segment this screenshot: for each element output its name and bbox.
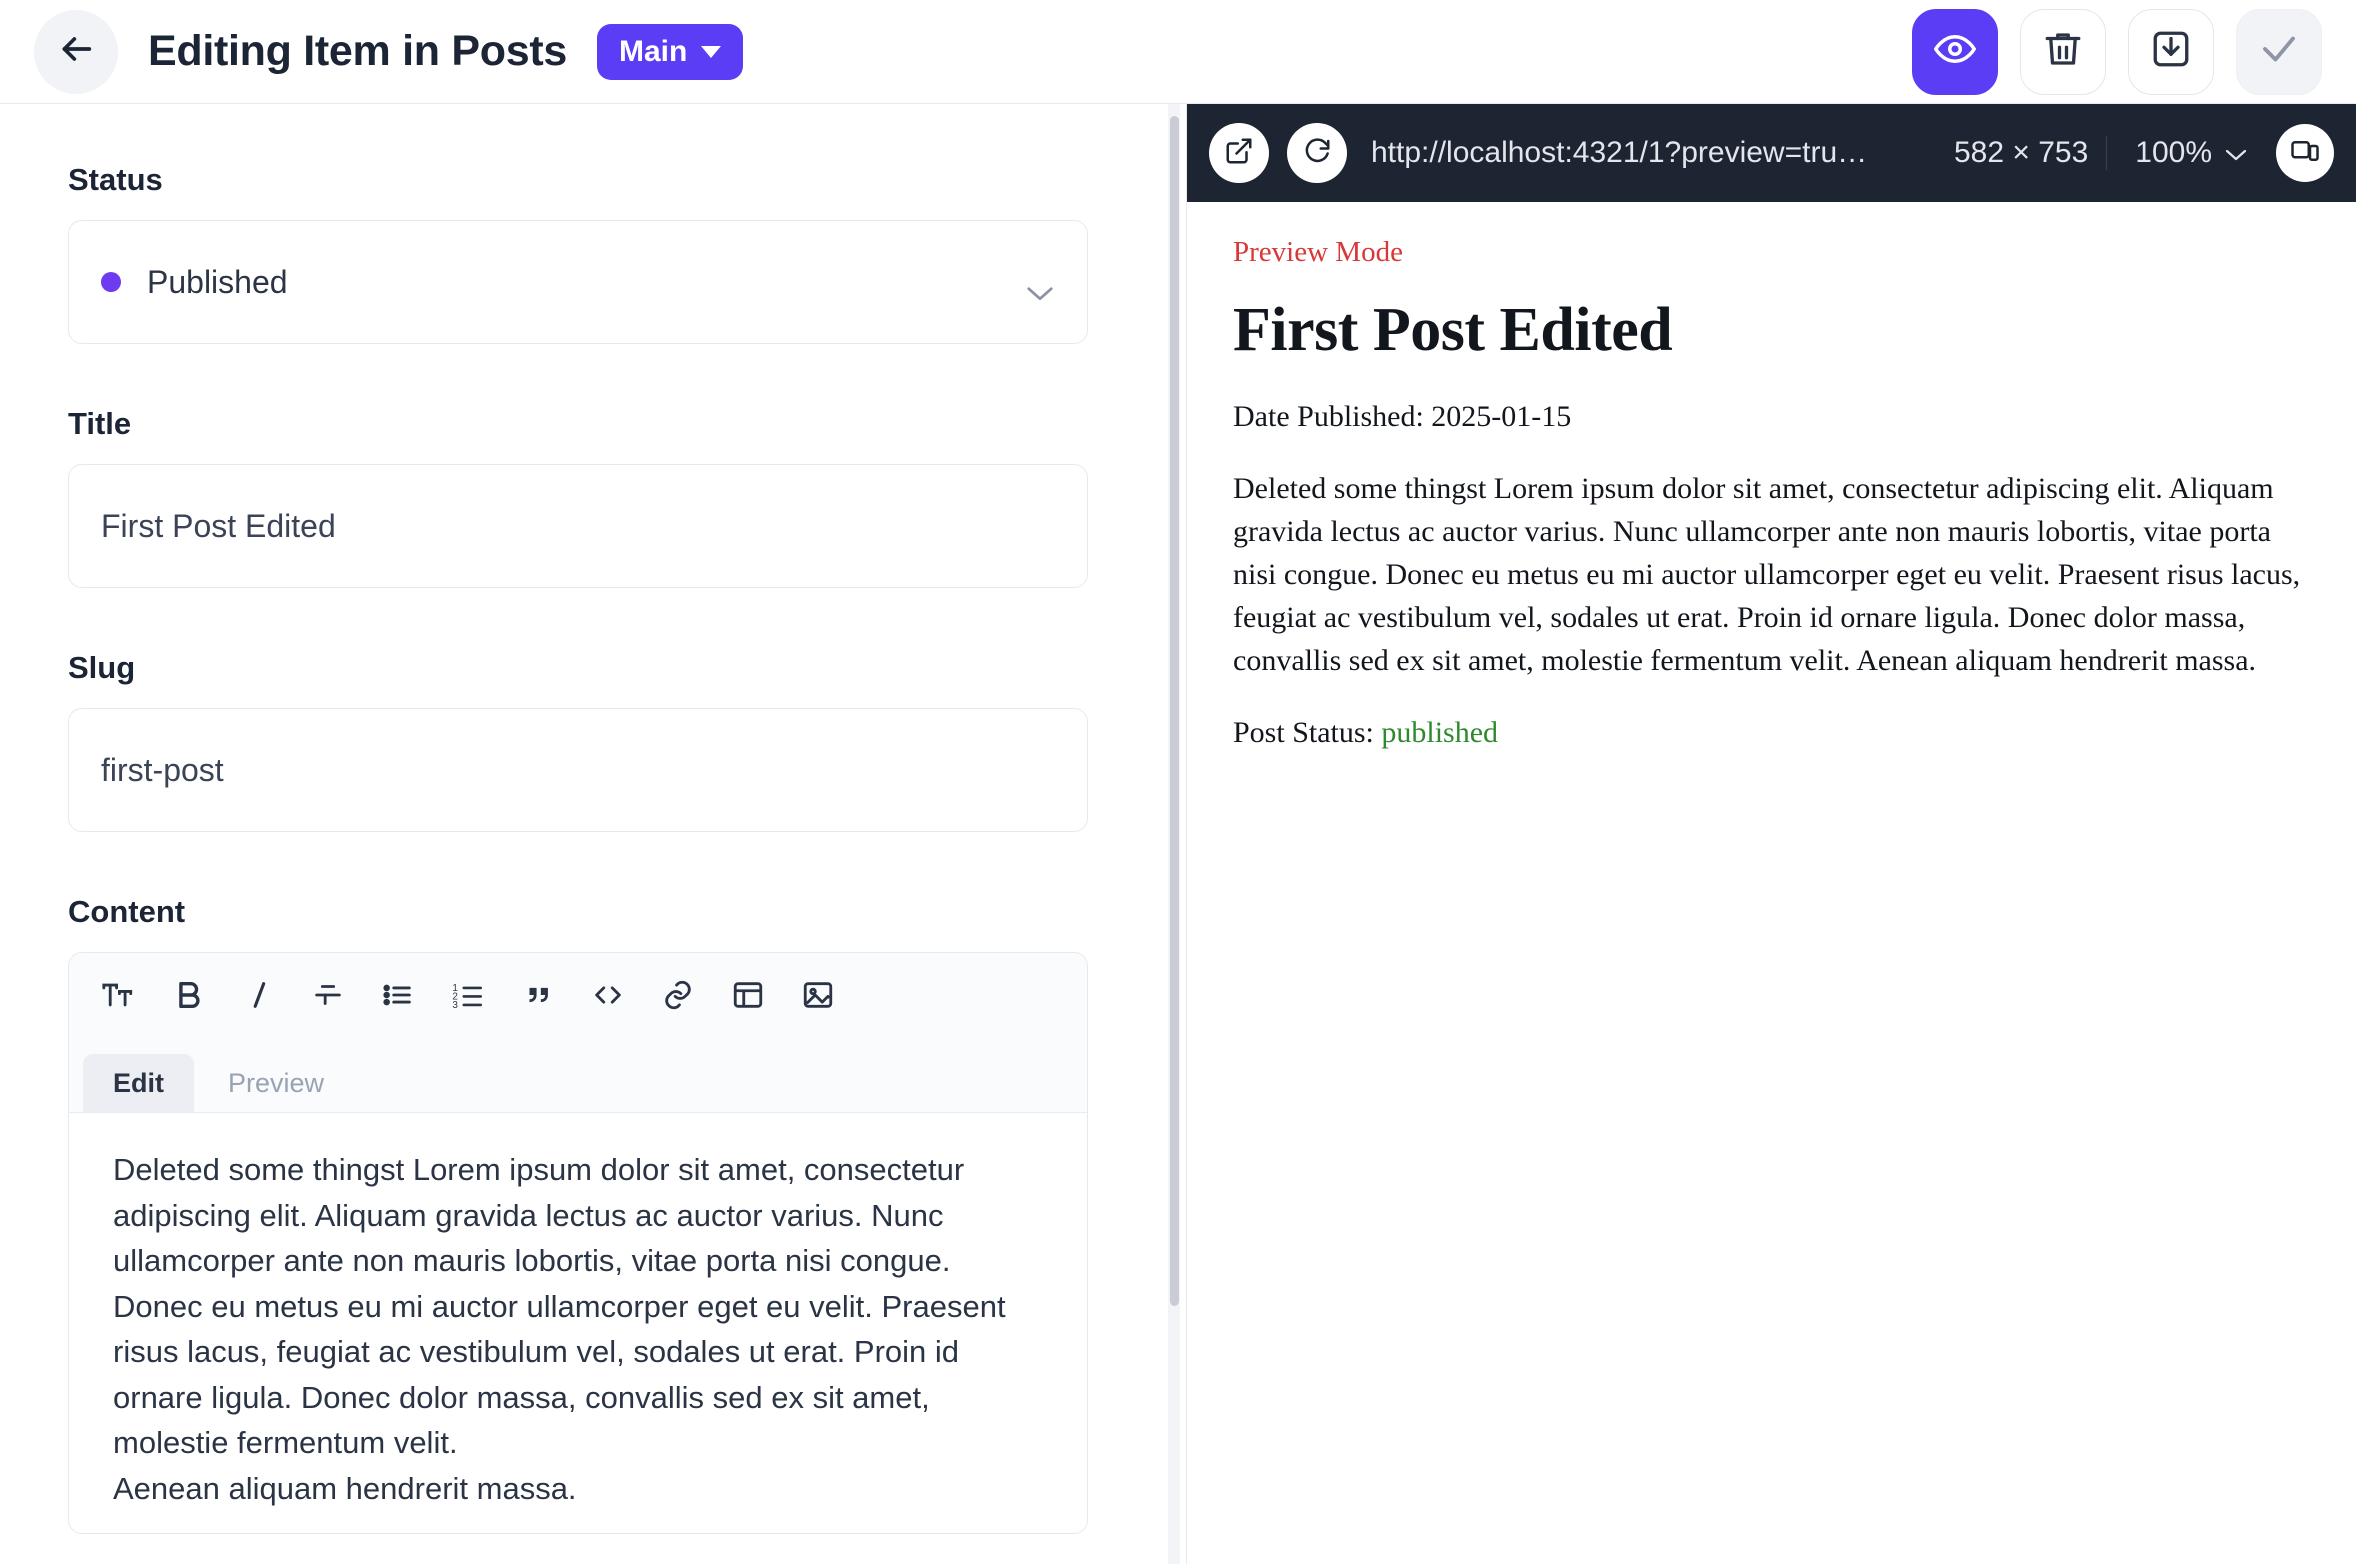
content-textarea[interactable] <box>69 1113 1087 1533</box>
check-icon <box>2258 28 2300 75</box>
top-toolbar <box>0 0 2356 104</box>
status-select[interactable] <box>68 220 1088 344</box>
branch-selector[interactable] <box>597 24 743 80</box>
preview-body-text: Deleted some thingst Lorem ipsum dolor sit amet, consectetur adipiscing elit. Aliquam gravida lectus ac auctor varius. Nunc ullamcorper ante non mauris lobortis, vitae porta nisi congue. Donec eu metus eu mi auctor ullamcorper eget eu velit. Praesent risus lacus, feugiat ac vestibulum vel, sodales ut erat. Proin id ornare ligula. Donec dolor massa, convallis sed ex sit amet, molestie fermentum velit. Aenean aliquam hendrerit massa. <box>1233 472 2301 677</box>
svg-text:3: 3 <box>452 999 458 1011</box>
arrow-left-icon <box>56 29 96 74</box>
numbered-list-icon[interactable] <box>437 964 499 1026</box>
live-preview-pane <box>1186 104 2356 1564</box>
branch-label: Main <box>618 34 688 68</box>
editor-tabs <box>69 1037 1087 1113</box>
page-title: Editing Item in Posts <box>148 27 567 75</box>
preview-post-status <box>1233 716 2310 750</box>
preview-date-published: Date Published: 2025-01-15 <box>1233 400 1572 433</box>
editor-scrollbar[interactable] <box>1168 104 1180 1564</box>
zoom-value: 100% <box>2135 136 2212 169</box>
bold-icon[interactable] <box>157 964 219 1026</box>
preview-toolbar <box>1187 104 2356 202</box>
title-input-value: First Post Edited <box>101 507 336 544</box>
preview-url[interactable]: http://localhost:4321/1?preview=tru… <box>1371 136 1868 169</box>
open-external-icon <box>1224 136 1254 171</box>
markdown-toolbar <box>69 953 1087 1037</box>
tab-edit[interactable]: Edit <box>83 1054 194 1112</box>
content-label: Content <box>68 894 186 929</box>
title-input[interactable] <box>68 464 1088 588</box>
back-button[interactable] <box>34 10 118 94</box>
slug-label: Slug <box>68 650 136 685</box>
device-toggle-icon <box>2290 136 2320 171</box>
image-icon[interactable] <box>787 964 849 1026</box>
italic-icon[interactable] <box>227 964 289 1026</box>
strikethrough-icon[interactable] <box>297 964 359 1026</box>
editor-scrollbar-thumb[interactable] <box>1170 116 1179 1306</box>
text-size-icon[interactable] <box>87 964 149 1026</box>
eye-icon <box>1934 28 1976 75</box>
preview-post-title: First Post Edited <box>1233 296 1673 364</box>
slug-input-value: first-post <box>101 751 224 788</box>
preview-post-status-label: Post Status: <box>1233 716 1382 750</box>
status-label: Status <box>68 162 163 197</box>
status-value: Published <box>147 263 288 300</box>
item-editor-form <box>0 104 1180 1564</box>
delete-button[interactable] <box>2020 9 2106 95</box>
link-icon[interactable] <box>647 964 709 1026</box>
preview-mode-banner: Preview Mode <box>1233 236 1403 268</box>
publish-button[interactable] <box>2236 9 2322 95</box>
slug-input[interactable] <box>68 708 1088 832</box>
status-dot-icon <box>101 272 121 292</box>
content-paragraph-2: Aenean aliquam hendrerit massa. <box>113 1470 577 1506</box>
tab-preview[interactable]: Preview <box>228 1067 325 1098</box>
chevron-down-icon <box>701 46 721 58</box>
preview-post-status-value: published <box>1381 716 1499 750</box>
topbar-actions <box>1912 9 2322 95</box>
preview-toggle-button[interactable] <box>1912 9 1998 95</box>
save-draft-button[interactable] <box>2128 9 2214 95</box>
reload-icon <box>1302 136 1332 171</box>
viewport-size: 582 × 753 <box>1954 136 2107 170</box>
preview-content <box>1187 202 2356 1564</box>
table-icon[interactable] <box>717 964 779 1026</box>
code-icon[interactable] <box>577 964 639 1026</box>
svg-text:2: 2 <box>452 991 458 1003</box>
chevron-down-icon <box>2224 136 2248 170</box>
bullet-list-icon[interactable] <box>367 964 429 1026</box>
trash-icon <box>2042 28 2084 75</box>
title-label: Title <box>68 406 132 441</box>
chevron-down-icon <box>1025 273 1055 291</box>
content-paragraph-1: Deleted some thingst Lorem ipsum dolor sit amet, consectetur adipiscing elit. Aliquam gravida lectus ac auctor varius. Nunc ullamcorper ante non mauris lobortis, vitae porta nisi congue. Donec eu metus eu mi auctor ullamcorper eget eu velit. Praesent risus lacus, feugiat ac vestibulum vel, sodales ut erat. Proin id ornare ligula. Donec dolor massa, convallis sed ex sit amet, molestie fermentum velit. <box>113 1152 1006 1461</box>
open-external-button[interactable] <box>1209 123 1269 183</box>
svg-text:1: 1 <box>452 982 458 994</box>
zoom-selector[interactable] <box>2125 136 2258 170</box>
device-toggle-button[interactable] <box>2276 124 2334 182</box>
content-editor <box>68 952 1088 1534</box>
save-box-icon <box>2150 28 2192 75</box>
reload-button[interactable] <box>1287 123 1347 183</box>
blockquote-icon[interactable] <box>507 964 569 1026</box>
